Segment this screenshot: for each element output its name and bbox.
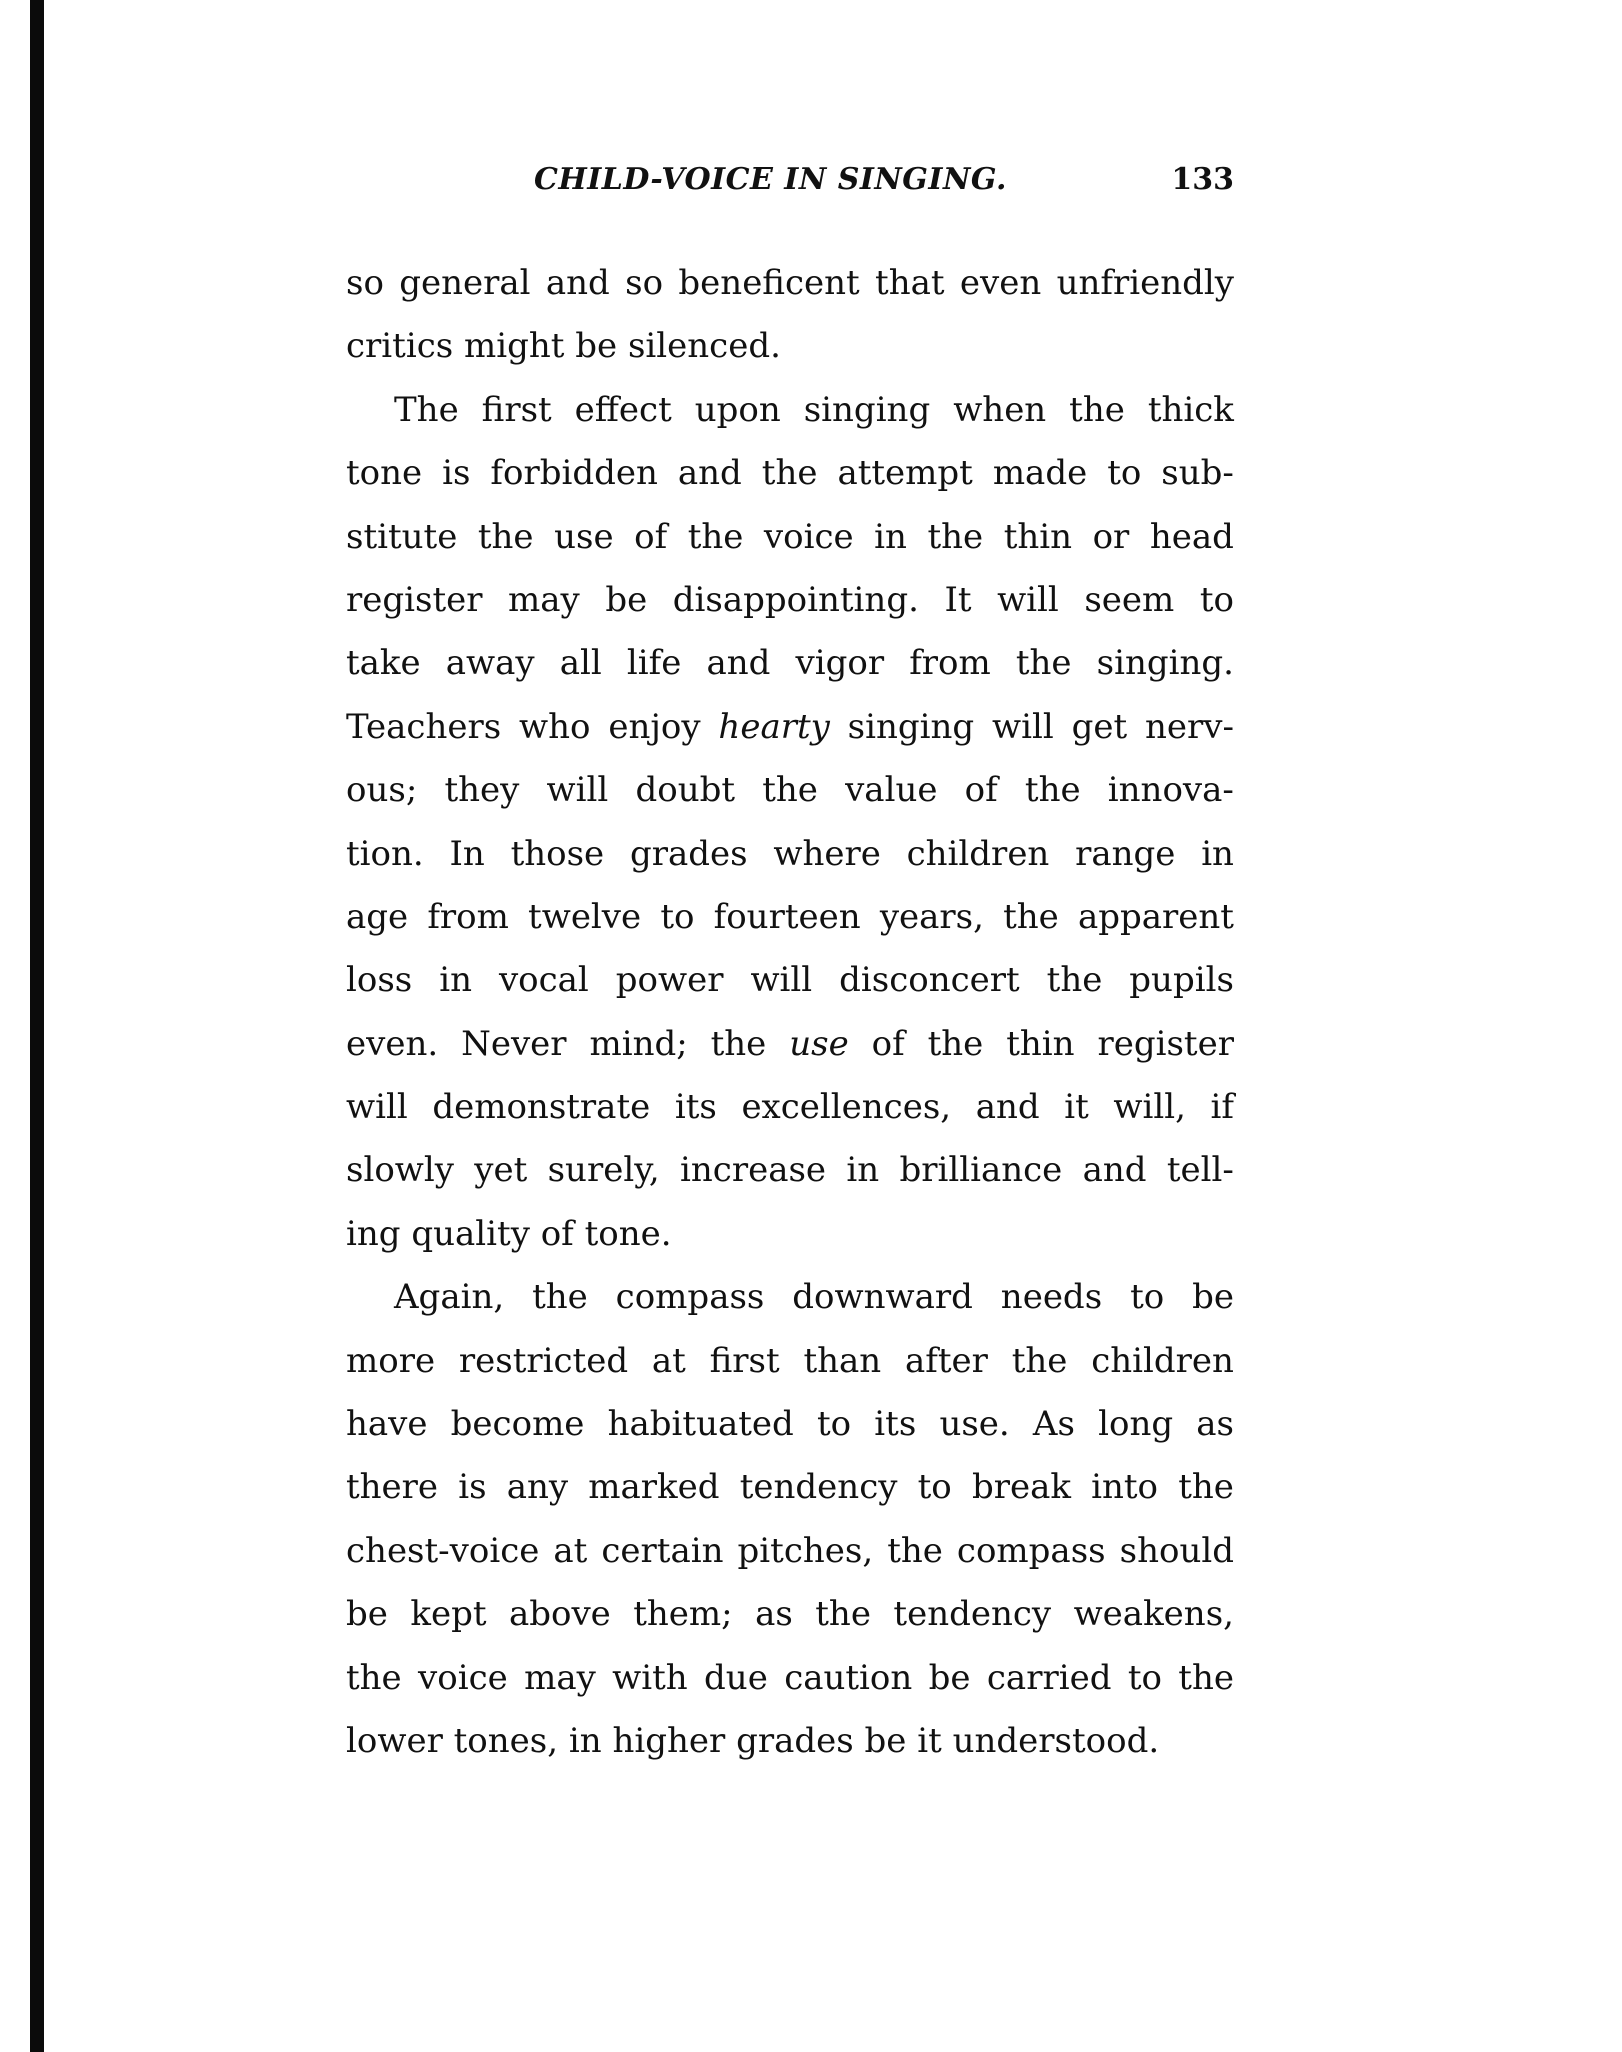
text-line: The first effect upon singing when the thick xyxy=(394,389,1234,430)
text-line: age from twelve to fourteen years, the apparent xyxy=(346,896,1234,937)
text-line: register may be disappointing. It will seem to xyxy=(346,579,1234,620)
text-line: the voice may with due caution be carried to the xyxy=(346,1657,1234,1698)
text-line: critics might be silenced. xyxy=(346,326,781,367)
text-line: have become habituated to its use. As long as xyxy=(346,1404,1234,1445)
paragraph xyxy=(346,1266,1234,1773)
paragraph xyxy=(346,379,1234,1266)
running-title: CHILD-VOICE IN SINGING. xyxy=(534,162,1007,197)
book-binding-edge xyxy=(30,0,44,2052)
text-line: there is any marked tendency to break into the xyxy=(346,1467,1234,1508)
text-line: slowly yet surely, increase in brilliance and tell- xyxy=(346,1150,1234,1191)
text-line: tion. In those grades where children range in xyxy=(346,833,1234,874)
text-line: even. Never mind; the use of the thin register xyxy=(346,1023,1234,1064)
paragraph xyxy=(346,252,1234,379)
text-line: ing quality of tone. xyxy=(346,1213,672,1254)
page-number: 133 xyxy=(1171,162,1234,197)
book-page xyxy=(346,150,1234,1773)
text-line: be kept above them; as the tendency weakens, xyxy=(346,1594,1234,1635)
text-line: chest-voice at certain pitches, the compass should xyxy=(346,1530,1234,1571)
text-line: ous; they will doubt the value of the innova- xyxy=(346,770,1234,811)
text-line: Again, the compass downward needs to be xyxy=(394,1277,1234,1318)
text-line: will demonstrate its excellences, and it will, if xyxy=(346,1087,1234,1128)
text-line: lower tones, in higher grades be it understood. xyxy=(346,1720,1160,1761)
body-text xyxy=(346,252,1234,1773)
text-line: Teachers who enjoy hearty singing will get nerv- xyxy=(346,706,1234,747)
text-line: take away all life and vigor from the singing. xyxy=(346,643,1234,684)
text-line: loss in vocal power will disconcert the pupils xyxy=(346,960,1234,1001)
running-head xyxy=(346,150,1234,210)
text-line: tone is forbidden and the attempt made to sub- xyxy=(346,453,1234,494)
text-line: stitute the use of the voice in the thin or head xyxy=(346,516,1234,557)
text-line: more restricted at first than after the children xyxy=(346,1340,1234,1381)
text-line: so general and so beneficent that even unfriendly xyxy=(346,263,1234,303)
